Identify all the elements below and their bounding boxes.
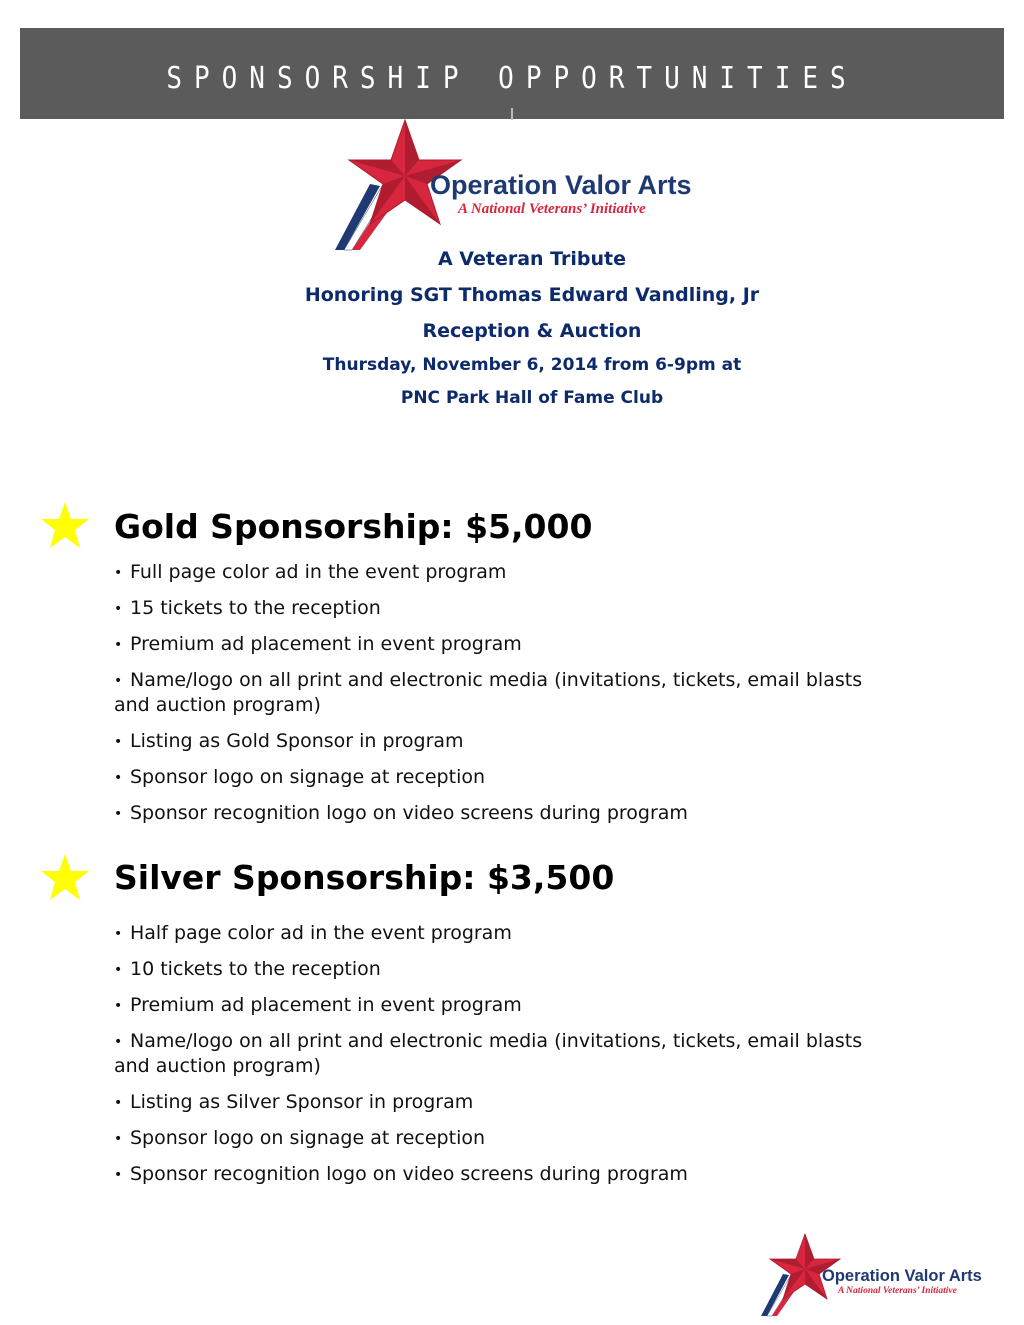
list-item: • Sponsor recognition logo on video screens during program bbox=[114, 1163, 688, 1185]
gold-tier-title: Gold Sponsorship: $5,000 bbox=[114, 507, 593, 546]
list-item: • Full page color ad in the event program bbox=[114, 561, 507, 583]
event-date: Thursday, November 6, 2014 from 6-9pm at bbox=[322, 355, 742, 375]
logo-name: Operation Valor Arts bbox=[430, 170, 692, 200]
event-venue: PNC Park Hall of Fame Club bbox=[400, 388, 664, 408]
list-item: • Half page color ad in the event program bbox=[114, 922, 512, 944]
list-item: • Premium ad placement in event program bbox=[114, 633, 522, 655]
list-item: • Sponsor logo on signage at reception bbox=[114, 766, 486, 788]
list-item: • Sponsor logo on signage at reception bbox=[114, 1127, 486, 1149]
logo-tagline: A National Veterans’ Initiative bbox=[458, 201, 646, 217]
gold-star-icon bbox=[40, 501, 90, 549]
silver-star-icon bbox=[40, 853, 90, 901]
list-item: • 15 tickets to the reception bbox=[114, 597, 381, 619]
list-item: • Listing as Silver Sponsor in program bbox=[114, 1091, 474, 1113]
operation-valor-arts-footer-logo bbox=[758, 1232, 990, 1318]
list-item: • Name/logo on all print and electronic media (invitations, tickets, email blasts and auction program) bbox=[114, 669, 863, 716]
list-item: • Sponsor recognition logo on video screens during program bbox=[114, 802, 688, 824]
list-item: • Listing as Gold Sponsor in program bbox=[114, 730, 464, 752]
list-item: • 10 tickets to the reception bbox=[114, 958, 381, 980]
silver-tier-title: Silver Sponsorship: $3,500 bbox=[114, 858, 615, 897]
list-item: • Premium ad placement in event program bbox=[114, 994, 522, 1016]
banner-title: SPONSORSHIP OPPORTUNITIES bbox=[166, 61, 858, 97]
event-subtitle: A Veteran Tribute bbox=[437, 248, 627, 270]
event-type: Reception & Auction bbox=[422, 320, 642, 342]
footer-logo-tagline: A National Veterans’ Initiative bbox=[838, 1286, 957, 1296]
event-honoree: Honoring SGT Thomas Edward Vandling, Jr bbox=[304, 284, 760, 306]
operation-valor-arts-logo bbox=[330, 116, 700, 254]
footer-logo-name: Operation Valor Arts bbox=[822, 1267, 982, 1285]
list-item: • Name/logo on all print and electronic media (invitations, tickets, email blasts and auction program) bbox=[114, 1030, 863, 1077]
